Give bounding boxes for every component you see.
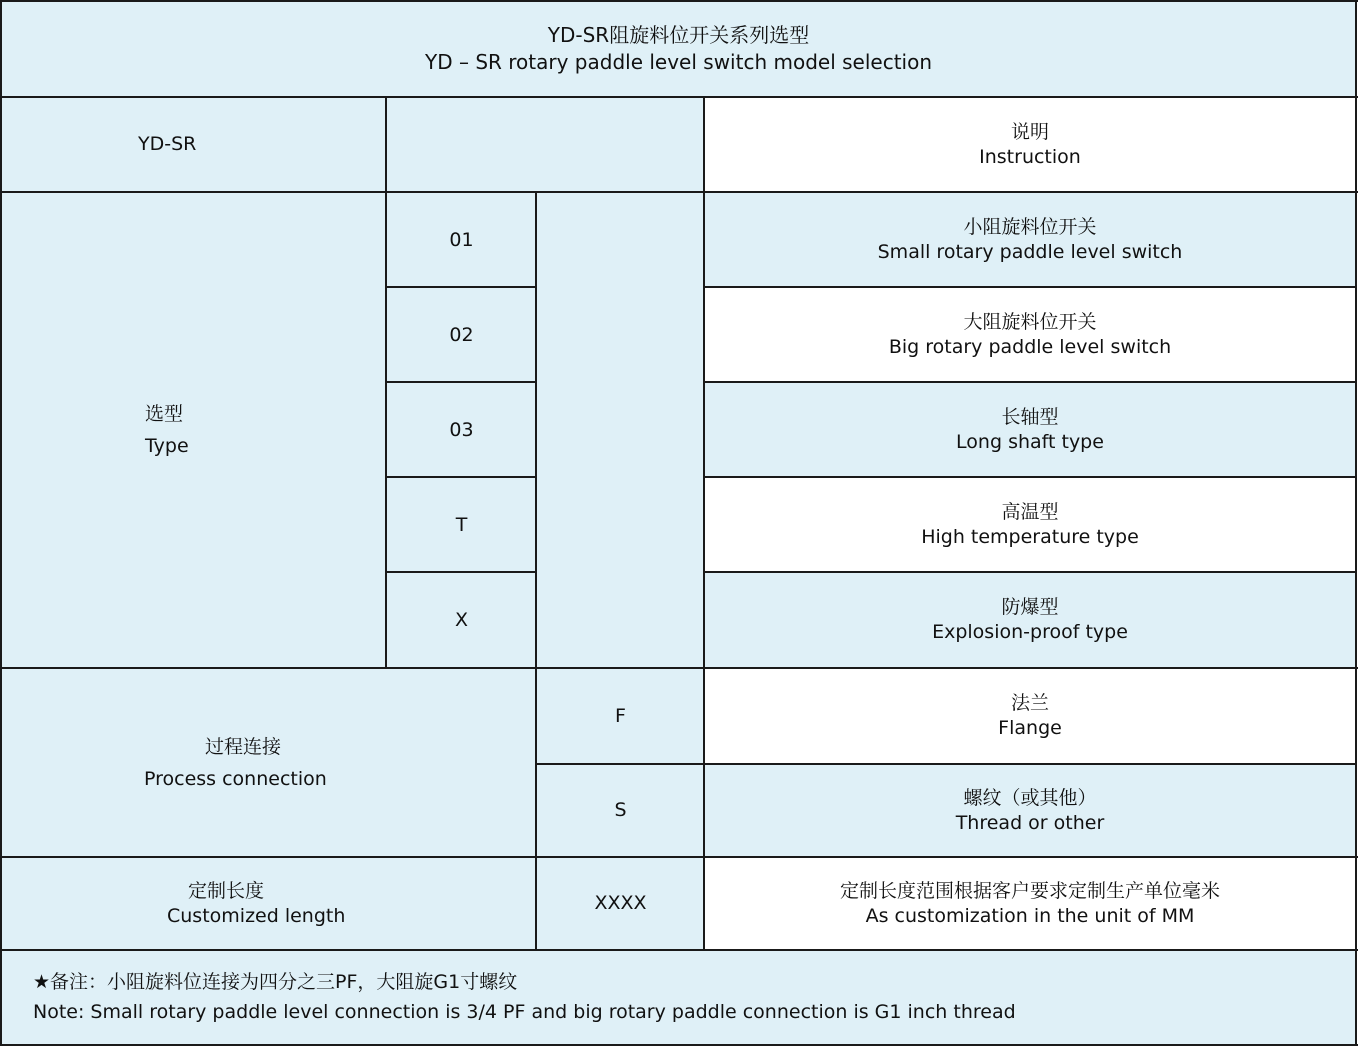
- note-box: [2, 951, 1355, 1044]
- grid-line: [705, 476, 1357, 478]
- grid-line: [535, 191, 537, 951]
- type-description-zh: 大阻旋料位开关: [963, 311, 1097, 333]
- type-code: 02: [449, 323, 474, 346]
- model-cell: [2, 98, 386, 191]
- grid-line: [0, 191, 1358, 193]
- type-description-en: Explosion-proof type: [932, 621, 1128, 643]
- model-name: YD-SR: [138, 133, 197, 155]
- type-description-en: High temperature type: [921, 526, 1139, 548]
- type-code-cell: [387, 573, 536, 667]
- type-label-en: Type: [145, 435, 189, 457]
- instruction-header-en: Instruction: [979, 145, 1081, 168]
- grid-line: [703, 96, 705, 951]
- length-description-cell: [705, 858, 1355, 949]
- table-border: [0, 0, 2, 1046]
- instruction-header-zh: 说明: [1010, 120, 1049, 143]
- grid-line: [0, 949, 1358, 951]
- note-en: Note: Small rotary paddle level connection is 3/4 PF and big rotary paddle connection is G1 inch thread: [33, 1001, 1016, 1023]
- process-description-cell: [705, 765, 1355, 856]
- type-label-zh: 选型: [145, 403, 184, 425]
- process-description-en: Flange: [998, 717, 1062, 739]
- grid-line: [386, 476, 537, 478]
- type-code: X: [454, 608, 469, 631]
- length-description-zh: 定制长度范围根据客户要求定制生产单位毫米: [839, 879, 1220, 902]
- type-description-zh: 小阻旋料位开关: [963, 216, 1097, 238]
- type-description-cell: [705, 383, 1355, 477]
- type-code-cell: [387, 288, 536, 382]
- grid-line: [705, 381, 1357, 383]
- process-label-en: Process connection: [144, 767, 327, 790]
- type-code-cell: [387, 193, 536, 287]
- type-code: 03: [449, 418, 474, 441]
- process-code-cell: [537, 669, 704, 763]
- process-description-zh: 法兰: [1010, 692, 1049, 714]
- process-description-cell: [705, 669, 1355, 763]
- process-code: S: [614, 799, 627, 821]
- type-code-cell: [387, 478, 536, 572]
- type-description-zh: 防爆型: [1001, 596, 1059, 618]
- grid-line: [0, 96, 1358, 98]
- type-description-cell: [705, 193, 1355, 287]
- grid-line: [705, 286, 1357, 288]
- grid-line: [536, 763, 1357, 765]
- table-border: [0, 0, 1358, 2]
- type-empty-column: [537, 193, 704, 667]
- type-code-cell: [387, 383, 536, 477]
- process-description-en: Thread or other: [955, 811, 1105, 834]
- header-empty-cell: [387, 98, 705, 191]
- note-zh: ★备注：小阻旋料位连接为四分之三PF，大阻旋G1寸螺纹: [33, 971, 518, 993]
- grid-line: [0, 667, 1358, 669]
- process-code-cell: [537, 765, 704, 856]
- table-title-zh: YD-SR阻旋料位开关系列选型: [547, 23, 810, 47]
- length-label-en: Customized length: [167, 904, 346, 927]
- length-code-cell: [537, 858, 704, 949]
- process-label-cell: [2, 669, 536, 856]
- table-title: [2, 2, 1355, 96]
- type-description-en: Long shaft type: [956, 431, 1104, 453]
- type-label-cell: [2, 193, 386, 667]
- type-description-cell: [705, 573, 1355, 667]
- grid-line: [705, 571, 1357, 573]
- grid-line: [386, 571, 537, 573]
- length-label-cell: [2, 858, 536, 949]
- grid-line: [386, 381, 537, 383]
- table-title-en: YD – SR rotary paddle level switch model selection: [424, 50, 933, 74]
- type-description-cell: [705, 478, 1355, 572]
- grid-line: [386, 286, 537, 288]
- grid-line: [0, 856, 1358, 858]
- table-border: [1355, 0, 1357, 1046]
- type-code: T: [455, 513, 468, 536]
- type-code: 01: [449, 228, 474, 251]
- grid-line: [385, 96, 387, 669]
- type-description-en: Small rotary paddle level switch: [877, 241, 1183, 263]
- table-border: [0, 1044, 1358, 1046]
- length-label-zh: 定制长度: [188, 879, 265, 902]
- type-description-zh: 高温型: [1001, 501, 1059, 523]
- type-description-en: Big rotary paddle level switch: [888, 336, 1172, 358]
- type-description-zh: 长轴型: [1001, 406, 1059, 428]
- instruction-header-cell: [705, 98, 1355, 191]
- length-description-en: As customization in the unit of MM: [865, 904, 1195, 927]
- length-code: XXXX: [594, 892, 647, 914]
- type-description-cell: [705, 288, 1355, 382]
- process-code: F: [615, 704, 626, 727]
- process-description-zh: 螺纹（或其他）: [963, 786, 1097, 809]
- process-label-zh: 过程连接: [205, 735, 282, 758]
